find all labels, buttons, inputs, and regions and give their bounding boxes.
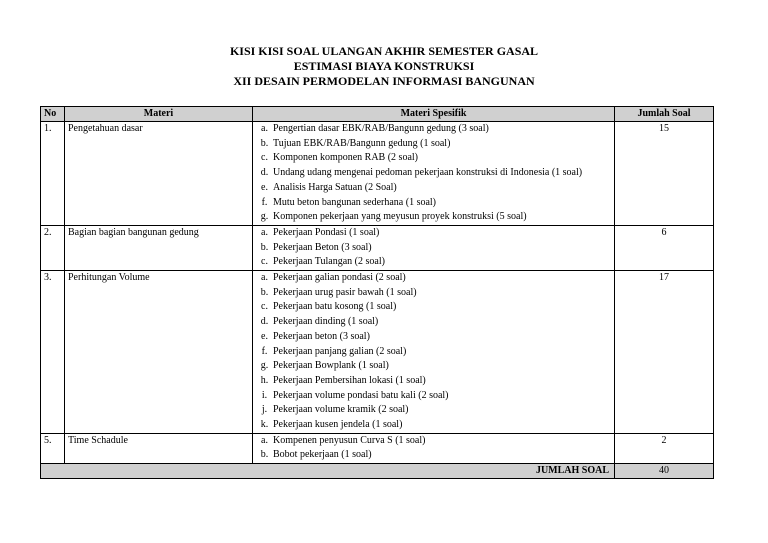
list-item-letter: d. bbox=[260, 316, 269, 328]
list-item bbox=[256, 418, 611, 433]
list-item-letter: c. bbox=[261, 152, 268, 164]
list-item bbox=[256, 166, 611, 181]
document-title-block bbox=[0, 44, 768, 89]
list-item bbox=[256, 137, 611, 152]
list-item-text: Analisis Harga Satuan (2 Soal) bbox=[273, 181, 397, 193]
list-item bbox=[256, 374, 611, 389]
kisi-kisi-table bbox=[40, 106, 714, 479]
list-item-text: Pekerjaan Tulangan (2 soal) bbox=[273, 256, 385, 268]
spec-list bbox=[256, 271, 611, 433]
list-item-text: Pekerjaan volume kramik (2 soal) bbox=[273, 404, 409, 416]
spec-list bbox=[256, 434, 611, 463]
title-line-2: ESTIMASI BIAYA KONSTRUKSI bbox=[293, 59, 475, 73]
list-item-letter: a. bbox=[261, 434, 268, 446]
list-item-text: Undang udang mengenai pedoman pekerjaan konstruksi di Indonesia (1 soal) bbox=[273, 167, 583, 179]
list-item bbox=[256, 359, 611, 374]
list-item-letter: b. bbox=[260, 137, 269, 149]
spec-list bbox=[256, 226, 611, 270]
list-item-letter: j. bbox=[261, 404, 268, 416]
list-item-text: Pekerjaan Bowplank (1 soal) bbox=[273, 360, 389, 372]
list-item-letter: g. bbox=[260, 360, 269, 372]
list-item-letter: h. bbox=[260, 374, 269, 386]
list-item-text: Mutu beton bangunan sederhana (1 soal) bbox=[273, 196, 437, 208]
header-jumlah-soal: Jumlah Soal bbox=[615, 107, 714, 122]
list-item-text: Pekerjaan beton (3 soal) bbox=[273, 330, 370, 342]
list-item-letter: e. bbox=[261, 181, 268, 193]
list-item-text: Pekerjaan kusen jendela (1 soal) bbox=[273, 419, 403, 431]
row-number: 2. bbox=[41, 225, 65, 270]
row-materi-spesifik bbox=[253, 433, 615, 463]
list-item-text: Pekerjaan urug pasir bawah (1 soal) bbox=[273, 286, 417, 298]
list-item bbox=[256, 151, 611, 166]
row-materi-spesifik bbox=[253, 225, 615, 270]
table-row bbox=[41, 433, 714, 463]
list-item-text: Komponen pekerjaan yang meyusun proyek konstruksi (5 soal) bbox=[273, 211, 527, 223]
row-number: 1. bbox=[41, 122, 65, 226]
list-item-letter: d. bbox=[260, 167, 269, 179]
spec-list bbox=[256, 122, 611, 225]
row-jumlah-soal: 6 bbox=[615, 225, 714, 270]
list-item-text: Pekerjaan volume pondasi batu kali (2 soal) bbox=[273, 389, 449, 401]
list-item bbox=[256, 300, 611, 315]
list-item-letter: a. bbox=[261, 123, 268, 134]
list-item bbox=[256, 434, 611, 449]
list-item-letter: c. bbox=[261, 256, 268, 268]
list-item bbox=[256, 271, 611, 286]
header-no: No bbox=[41, 107, 65, 122]
total-row bbox=[41, 464, 714, 479]
list-item-letter: a. bbox=[261, 226, 268, 238]
list-item bbox=[256, 181, 611, 196]
header-materi-spesifik: Materi Spesifik bbox=[253, 107, 615, 122]
list-item-letter: f. bbox=[261, 345, 268, 357]
list-item-text: Pekerjaan Beton (3 soal) bbox=[273, 241, 372, 253]
row-materi: Time Schadule bbox=[65, 433, 253, 463]
list-item-letter: a. bbox=[261, 272, 268, 284]
list-item bbox=[256, 226, 611, 241]
list-item-letter: b. bbox=[260, 449, 269, 461]
row-number: 3. bbox=[41, 271, 65, 434]
row-materi-spesifik bbox=[253, 122, 615, 226]
list-item-text: Pekerjaan Pembersihan lokasi (1 soal) bbox=[273, 374, 426, 386]
list-item bbox=[256, 210, 611, 225]
total-value: 40 bbox=[615, 464, 714, 479]
list-item-text: Pekerjaan galian pondasi (2 soal) bbox=[273, 272, 406, 284]
table-body bbox=[41, 122, 714, 479]
list-item-text: Pekerjaan batu kosong (1 soal) bbox=[273, 301, 397, 313]
list-item-letter: e. bbox=[261, 330, 268, 342]
list-item bbox=[256, 448, 611, 463]
list-item bbox=[256, 241, 611, 256]
total-label: JUMLAH SOAL bbox=[41, 464, 615, 479]
list-item bbox=[256, 196, 611, 211]
list-item-letter: c. bbox=[261, 301, 268, 313]
title-line-1: KISI KISI SOAL ULANGAN AKHIR SEMESTER GASAL bbox=[229, 44, 539, 58]
list-item-text: Pengertian dasar EBK/RAB/Bangunn gedung (3 soal) bbox=[273, 123, 489, 134]
list-item bbox=[256, 389, 611, 404]
table-header-row bbox=[41, 107, 714, 122]
list-item bbox=[256, 286, 611, 301]
list-item-text: Bobot pekerjaan (1 soal) bbox=[273, 449, 372, 461]
row-materi-spesifik bbox=[253, 271, 615, 434]
table-row bbox=[41, 271, 714, 434]
title-line-3: XII DESAIN PERMODELAN INFORMASI BANGUNAN bbox=[233, 74, 535, 88]
list-item-text: Kompenen penyusun Curva S (1 soal) bbox=[273, 434, 426, 446]
row-jumlah-soal: 2 bbox=[615, 433, 714, 463]
list-item-letter: g. bbox=[260, 211, 269, 223]
list-item bbox=[256, 330, 611, 345]
list-item bbox=[256, 345, 611, 360]
list-item bbox=[256, 122, 611, 137]
list-item-letter: b. bbox=[260, 286, 269, 298]
list-item-text: Pekerjaan Pondasi (1 soal) bbox=[273, 226, 380, 238]
table-row bbox=[41, 225, 714, 270]
list-item-text: Komponen komponen RAB (2 soal) bbox=[273, 152, 418, 164]
list-item bbox=[256, 255, 611, 270]
row-materi: Pengetahuan dasar bbox=[65, 122, 253, 226]
list-item-letter: f. bbox=[261, 196, 268, 208]
row-materi: Bagian bagian bangunan gedung bbox=[65, 225, 253, 270]
list-item bbox=[256, 403, 611, 418]
row-number: 5. bbox=[41, 433, 65, 463]
row-materi: Perhitungan Volume bbox=[65, 271, 253, 434]
header-materi: Materi bbox=[65, 107, 253, 122]
list-item-letter: i. bbox=[261, 389, 268, 401]
list-item-text: Pekerjaan panjang galian (2 soal) bbox=[273, 345, 407, 357]
row-jumlah-soal: 15 bbox=[615, 122, 714, 226]
list-item bbox=[256, 315, 611, 330]
list-item-text: Tujuan EBK/RAB/Bangunn gedung (1 soal) bbox=[273, 137, 451, 149]
list-item-letter: b. bbox=[260, 241, 269, 253]
list-item-text: Pekerjaan dinding (1 soal) bbox=[273, 316, 379, 328]
list-item-letter: k. bbox=[260, 419, 269, 431]
table-row bbox=[41, 122, 714, 226]
row-jumlah-soal: 17 bbox=[615, 271, 714, 434]
